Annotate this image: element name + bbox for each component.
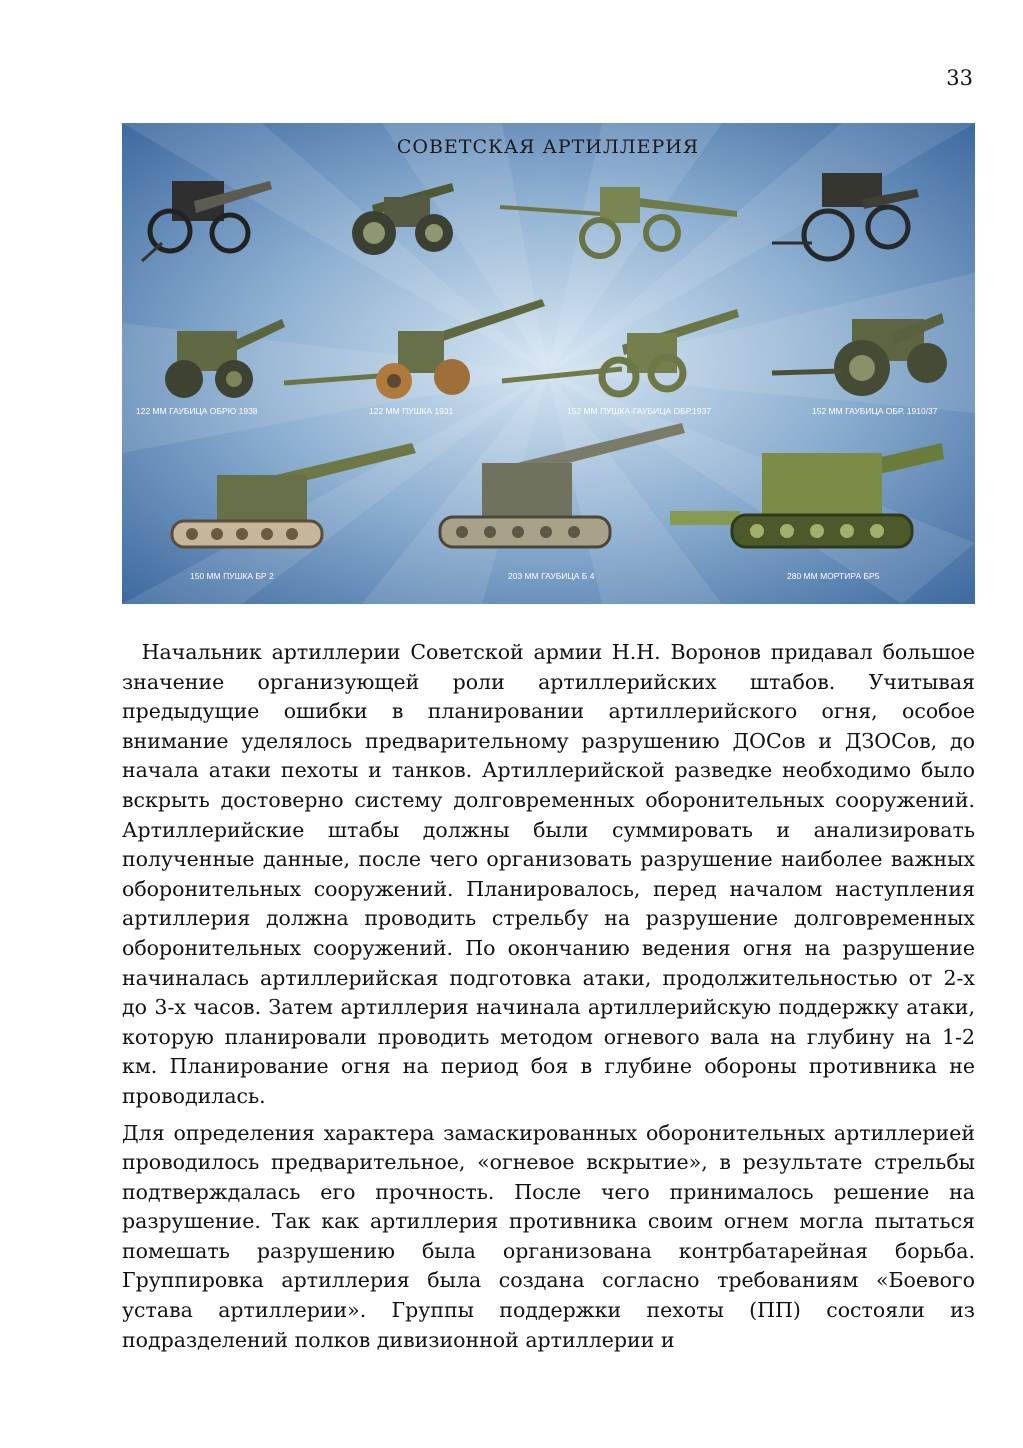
soviet-artillery-poster (122, 123, 975, 604)
label-howitzer-152: 152 ММ ГАУБИЦА ОБР. 1910/37 (812, 406, 938, 416)
label-howitzer-203-b4: 203 ММ ГАУБИЦА Б 4 (508, 571, 595, 581)
label-gun-150-br2: 150 ММ ПУШКА БР 2 (190, 571, 274, 581)
label-mortar-280-br5: 280 ММ МОРТИРА БР5 (787, 571, 880, 581)
body-text (122, 638, 982, 1362)
page-number: 33 (946, 66, 973, 90)
paragraph-2: Для определения характера замаскированных оборонительных артиллерией проводилось предварительное, «огневое вскрытие», в результате стрельбы подтверждалась его прочность. После чего принималось решение на разрушение. Так как артиллерия противника своим огнем могла пытаться помешать разрушению была организована контрбатарейная борьба. Группировка артиллерия была создана согласно требованиям «Боевого устава артиллерии». Группы поддержки пехоты (ПП) состояли из подразделений полков дивизионной артиллерии и (122, 1120, 975, 1352)
paragraph-1: Начальник артиллерии Советской армии Н.Н. Воронов придавал большое значение организующей роли артиллерийских штабов. Учитывая предыдущие ошибки в планировании артиллерийского огня, особое внимание уделялось предварительному разрушению ДОСов и ДЗОСов, до начала атаки пехоты и танков. Артиллерийской разведке необходимо было вскрыть достоверно систему долговременных оборонительных сооружений. Артиллерийские штабы должны были суммировать и анализировать полученные данные, после чего организовать разрушение наиболее важных оборонительных сооружений. Планировалось, перед началом наступления артиллерия должна проводить стрельбу на разрушение долговременных оборонительных сооружений. По окончанию ведения огня на разрушение начиналась артиллерийская подготовка атаки, продолжительностью от 2-х до 3-х часов. Затем артиллерия начинала артиллерийскую поддержку атаки, которую планировали проводить методом огневого вала на глубину на 1-2 км. Планирование огня на период боя в глубине обороны противника не проводилась. (122, 640, 982, 1108)
label-gun-122: 122 ММ ПУШКА 1931 (369, 406, 454, 416)
label-howitzer-122: 122 ММ ГАУБИЦА ОБРЮ 1938 (136, 406, 258, 416)
poster-title: СОВЕТСКАЯ АРТИЛЛЕРИЯ (396, 136, 700, 158)
label-gun-howitzer-152: 152 ММ ПУШКА-ГАУБИЦА ОБР.1937 (567, 406, 712, 416)
